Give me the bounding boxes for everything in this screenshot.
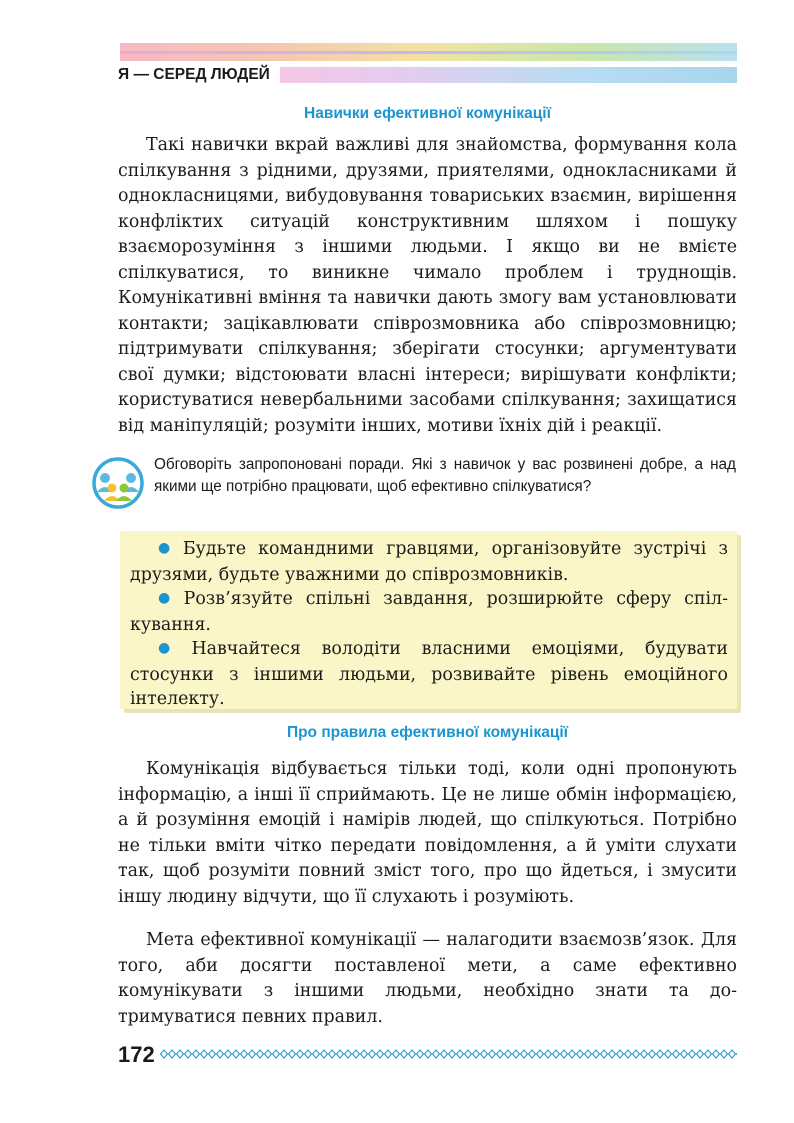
running-header: [118, 64, 737, 86]
heading-communication-rules: Про правила ефективної комунікації: [286, 724, 569, 741]
paragraph-communication-definition: Комунікація відбувається тільки тоді, коли одні пропонують інформацію, а інші її сприймають. Це не лише обмін інформацією, а й розуміння емоцій і намірів людей, що спілкуються. Потрібно не тільки вміти чітко передати повідомлення, а й уміти слухати так, щоб розуміти повний зміст того, про що йдеться, і змусити іншу людину відчути, що її слухають і розуміють.: [118, 759, 737, 907]
tip-item: ● Розв’язуйте спільні завдання, розширюйте сферу спілкування.: [130, 589, 728, 635]
bullet-icon: ●: [158, 590, 178, 606]
footer-diamond-border: [160, 1049, 737, 1059]
discussion-task: [92, 452, 742, 524]
page-number: 172: [118, 1042, 155, 1067]
group-discussion-icon: [92, 457, 144, 509]
tip-item: ● Навчайтеся володіти власними емоціями, будувати стосунки з іншими людьми, розвивайте рівень емоційного інтелекту.: [130, 639, 728, 709]
discussion-text: Обговоріть запропоновані поради. Які з навичок у вас розвинені добре, а над якими ще потрібно працювати, щоб ефективно спілкуватися?: [154, 456, 736, 495]
section-title: Я — СЕРЕД ЛЮДЕЙ: [118, 66, 270, 83]
paragraph-communication-goal: Мета ефективної комунікації — налагодити взаємозв’язок. Для того, аби досягти поставленої мети, а саме ефективно комунікувати з іншими людьми, необхідно знати та дотримуватися певних правил.: [118, 930, 737, 1027]
tip-item: ● Будьте командними гравцями, організовуйте зустрічі з друзями, будьте уважними до співрозмовників.: [130, 539, 729, 585]
bullet-icon: ●: [158, 640, 186, 656]
bullet-icon: ●: [158, 540, 177, 556]
paragraph-skills-intro: Такі навички вкрай важливі для знайомства, формування кола спілкування з рідними, друзями, приятелями, однокласниками й однокласницями, вибудовування товариських взаємин, вирішення конфліктих ситуацій конструктивним шляхом і пошуку взаєморозуміння з іншими людьми. І якщо ви не вмієте спілкуватися, то виникне чимало проблем і труднощів. Комунікативні вміння та навички дають змогу вам установлювати контакти; зацікавлювати співрозмовника або співрозмовницю; підтримувати спілкування; зберігати стосунки; аргументувати свої думки; відстоювати власні інтереси; вирішувати конфлікти; користуватися невербальними засобами спілкування; захищатися від маніпуляцій; розуміти інших, мотиви їхніх дій і реакції.: [118, 135, 737, 436]
header-gradient-band: [280, 67, 737, 83]
heading-effective-communication-skills: Навички ефективної комунікації: [304, 105, 551, 122]
top-decorative-bar: [120, 43, 737, 61]
tips-list: [130, 537, 728, 712]
tips-box: [120, 531, 737, 709]
